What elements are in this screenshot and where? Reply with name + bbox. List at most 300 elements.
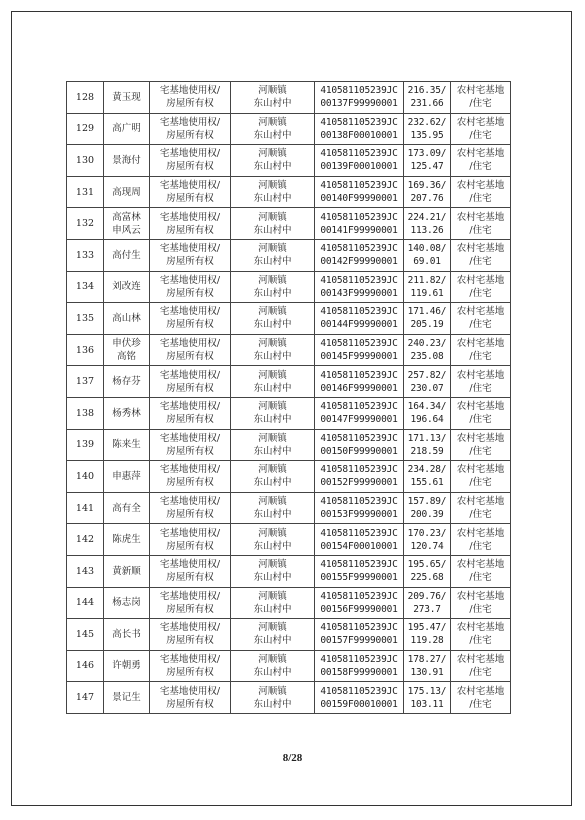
usage-cell-line: /住宅 [469, 351, 492, 363]
table-row [67, 397, 511, 429]
unit-code-cell-line: 00154F00010001 [320, 540, 398, 552]
location-cell-line: 河顺镇 [258, 243, 287, 255]
usage-cell-line: 农村宅基地 [456, 653, 505, 665]
owner-name-cell-line: 杨存芬 [112, 376, 141, 388]
usage-cell-line: /住宅 [469, 666, 492, 678]
usage-cell [451, 555, 511, 587]
area-cell [404, 239, 451, 271]
owner-name-cell-line: 高广明 [112, 123, 141, 135]
owner-name-cell-line: 申伏珍 [112, 338, 141, 350]
location-cell [231, 492, 315, 524]
usage-cell-line: /住宅 [469, 161, 492, 173]
owner-name-cell [104, 650, 150, 682]
unit-code-cell-line: 00138F00010001 [320, 129, 398, 141]
owner-name-cell [104, 429, 150, 461]
unit-code-cell [315, 82, 404, 114]
row-number-cell: 128 [67, 82, 104, 114]
right-type-cell [150, 650, 231, 682]
right-type-cell-line: 房屋所有权 [166, 477, 214, 489]
location-cell [231, 619, 315, 651]
location-cell [231, 303, 315, 335]
location-cell-line: 东山村中 [253, 129, 292, 141]
right-type-cell [150, 524, 231, 556]
right-type-cell-line: 宅基地使用权/ [159, 590, 221, 602]
owner-name-cell [104, 239, 150, 271]
owner-name-cell [104, 176, 150, 208]
location-cell [231, 555, 315, 587]
usage-cell-line: 农村宅基地 [456, 464, 505, 476]
right-type-cell-line: 宅基地使用权/ [159, 622, 221, 634]
area-cell [404, 682, 451, 714]
unit-code-cell-line: 00143F99990001 [320, 287, 398, 299]
unit-code-cell [315, 524, 404, 556]
location-cell-line: 东山村中 [253, 319, 292, 331]
usage-cell-line: /住宅 [469, 509, 492, 521]
unit-code-cell-line: 00156F99990001 [320, 603, 398, 615]
usage-cell-line: 农村宅基地 [456, 590, 505, 602]
location-cell-line: 河顺镇 [258, 274, 287, 286]
area-cell-line: 240.23/ [407, 338, 447, 350]
area-cell-line: 207.76 [410, 193, 444, 205]
unit-code-cell [315, 619, 404, 651]
right-type-cell-line: 房屋所有权 [166, 698, 214, 710]
area-cell-line: 205.19 [410, 319, 444, 331]
owner-name-cell-line: 陈来生 [112, 439, 141, 451]
location-cell-line: 东山村中 [253, 540, 292, 552]
usage-cell-line: 农村宅基地 [456, 527, 505, 539]
usage-cell [451, 334, 511, 366]
row-number-cell: 144 [67, 587, 104, 619]
owner-name-cell-line: 高富林 [112, 211, 141, 223]
table-row [67, 145, 511, 177]
row-number-cell: 145 [67, 619, 104, 651]
usage-cell-line: /住宅 [469, 287, 492, 299]
usage-cell [451, 461, 511, 493]
usage-cell-line: /住宅 [469, 319, 492, 331]
unit-code-cell-line: 410581105239JC [320, 653, 398, 665]
owner-name-cell [104, 682, 150, 714]
right-type-cell [150, 587, 231, 619]
area-cell-line: 135.95 [410, 129, 444, 141]
right-type-cell [150, 429, 231, 461]
right-type-cell-line: 宅基地使用权/ [159, 116, 221, 128]
owner-name-cell [104, 145, 150, 177]
owner-name-cell-line: 许朝勇 [112, 660, 141, 672]
unit-code-cell [315, 555, 404, 587]
location-cell [231, 397, 315, 429]
usage-cell-line: /住宅 [469, 129, 492, 141]
area-cell-line: 120.74 [410, 540, 444, 552]
table-row [67, 334, 511, 366]
unit-code-cell-line: 410581105239JC [320, 590, 398, 602]
unit-code-cell [315, 682, 404, 714]
location-cell [231, 145, 315, 177]
unit-code-cell-line: 00141F99990001 [320, 224, 398, 236]
area-cell-line: 232.62/ [407, 116, 447, 128]
usage-cell-line: 农村宅基地 [456, 211, 505, 223]
right-type-cell-line: 宅基地使用权/ [159, 85, 221, 97]
right-type-cell-line: 房屋所有权 [166, 287, 214, 299]
unit-code-cell-line: 410581105239JC [320, 401, 398, 413]
right-type-cell-line: 房屋所有权 [166, 572, 214, 584]
location-cell [231, 366, 315, 398]
owner-name-cell-line: 高山林 [112, 312, 141, 324]
location-cell [231, 587, 315, 619]
location-cell-line: 东山村中 [253, 256, 292, 268]
owner-name-cell [104, 208, 150, 240]
location-cell-line: 东山村中 [253, 509, 292, 521]
usage-cell-line: /住宅 [469, 224, 492, 236]
row-number-cell: 146 [67, 650, 104, 682]
unit-code-cell-line: 00139F00010001 [320, 161, 398, 173]
table-row [67, 555, 511, 587]
usage-cell-line: /住宅 [469, 572, 492, 584]
unit-code-cell-line: 00144F99990001 [320, 319, 398, 331]
location-cell-line: 河顺镇 [258, 211, 287, 223]
right-type-cell [150, 619, 231, 651]
right-type-cell [150, 239, 231, 271]
right-type-cell-line: 房屋所有权 [166, 256, 214, 268]
row-number-cell: 143 [67, 555, 104, 587]
right-type-cell [150, 176, 231, 208]
right-type-cell [150, 397, 231, 429]
right-type-cell [150, 461, 231, 493]
usage-cell-line: /住宅 [469, 98, 492, 110]
area-cell-line: 178.27/ [407, 653, 447, 665]
usage-cell-line: 农村宅基地 [456, 180, 505, 192]
row-number-cell: 147 [67, 682, 104, 714]
usage-cell [451, 145, 511, 177]
area-cell-line: 200.39 [410, 509, 444, 521]
table-row [67, 682, 511, 714]
area-cell-line: 230.07 [410, 382, 444, 394]
unit-code-cell [315, 334, 404, 366]
usage-cell [451, 271, 511, 303]
right-type-cell-line: 房屋所有权 [166, 382, 214, 394]
usage-cell [451, 397, 511, 429]
owner-name-cell [104, 113, 150, 145]
usage-cell [451, 587, 511, 619]
location-cell [231, 524, 315, 556]
unit-code-cell-line: 00158F99990001 [320, 666, 398, 678]
owner-name-cell-line: 杨志岗 [112, 597, 141, 609]
area-cell-line: 175.13/ [407, 685, 447, 697]
area-cell-line: 125.47 [410, 161, 444, 173]
location-cell [231, 239, 315, 271]
location-cell-line: 东山村中 [253, 382, 292, 394]
owner-name-cell-line: 高铭 [116, 351, 136, 363]
area-cell [404, 429, 451, 461]
area-cell [404, 366, 451, 398]
unit-code-cell-line: 410581105239JC [320, 85, 398, 97]
area-cell-line: 225.68 [410, 572, 444, 584]
usage-cell [451, 682, 511, 714]
location-cell [231, 650, 315, 682]
row-number-cell: 139 [67, 429, 104, 461]
usage-cell-line: /住宅 [469, 445, 492, 457]
location-cell-line: 东山村中 [253, 572, 292, 584]
records-table [66, 81, 511, 714]
area-cell-line: 257.82/ [407, 369, 447, 381]
unit-code-cell-line: 00140F99990001 [320, 193, 398, 205]
area-cell [404, 334, 451, 366]
usage-cell-line: 农村宅基地 [456, 496, 505, 508]
location-cell-line: 河顺镇 [258, 180, 287, 192]
location-cell-line: 河顺镇 [258, 685, 287, 697]
right-type-cell-line: 房屋所有权 [166, 509, 214, 521]
unit-code-cell-line: 00157F99990001 [320, 635, 398, 647]
right-type-cell-line: 房屋所有权 [166, 635, 214, 647]
location-cell-line: 东山村中 [253, 414, 292, 426]
owner-name-cell [104, 619, 150, 651]
row-number-cell: 142 [67, 524, 104, 556]
usage-cell [451, 303, 511, 335]
owner-name-cell-line: 黄玉现 [112, 91, 141, 103]
unit-code-cell-line: 410581105239JC [320, 243, 398, 255]
area-cell-line: 170.23/ [407, 527, 447, 539]
area-cell-line: 130.91 [410, 666, 444, 678]
owner-name-cell [104, 366, 150, 398]
area-cell-line: 173.09/ [407, 148, 447, 160]
unit-code-cell-line: 410581105239JC [320, 116, 398, 128]
unit-code-cell-line: 00150F99990001 [320, 445, 398, 457]
owner-name-cell [104, 492, 150, 524]
usage-cell-line: /住宅 [469, 382, 492, 394]
right-type-cell-line: 宅基地使用权/ [159, 211, 221, 223]
location-cell-line: 河顺镇 [258, 369, 287, 381]
row-number-cell: 134 [67, 271, 104, 303]
location-cell-line: 东山村中 [253, 445, 292, 457]
area-cell [404, 461, 451, 493]
location-cell-line: 河顺镇 [258, 464, 287, 476]
owner-name-cell-line: 高现周 [112, 186, 141, 198]
location-cell-line: 河顺镇 [258, 306, 287, 318]
right-type-cell [150, 555, 231, 587]
right-type-cell-line: 房屋所有权 [166, 414, 214, 426]
unit-code-cell-line: 410581105239JC [320, 496, 398, 508]
unit-code-cell-line: 410581105239JC [320, 432, 398, 444]
owner-name-cell-line: 申惠萍 [112, 470, 141, 482]
usage-cell [451, 239, 511, 271]
row-number-cell: 133 [67, 239, 104, 271]
location-cell-line: 东山村中 [253, 635, 292, 647]
owner-name-cell [104, 524, 150, 556]
area-cell-line: 171.46/ [407, 306, 447, 318]
usage-cell-line: /住宅 [469, 603, 492, 615]
owner-name-cell-line: 申风云 [112, 224, 141, 236]
owner-name-cell-line: 景记生 [112, 692, 141, 704]
row-number-cell: 131 [67, 176, 104, 208]
right-type-cell [150, 145, 231, 177]
location-cell-line: 河顺镇 [258, 622, 287, 634]
table-row [67, 208, 511, 240]
unit-code-cell-line: 00142F99990001 [320, 256, 398, 268]
area-cell-line: 231.66 [410, 98, 444, 110]
right-type-cell [150, 366, 231, 398]
table-row [67, 366, 511, 398]
area-cell-line: 234.28/ [407, 464, 447, 476]
usage-cell [451, 82, 511, 114]
right-type-cell-line: 宅基地使用权/ [159, 369, 221, 381]
right-type-cell-line: 房屋所有权 [166, 161, 214, 173]
location-cell-line: 河顺镇 [258, 85, 287, 97]
area-cell-line: 273.7 [413, 603, 441, 615]
table-row [67, 619, 511, 651]
usage-cell-line: 农村宅基地 [456, 559, 505, 571]
usage-cell-line: 农村宅基地 [456, 338, 505, 350]
right-type-cell [150, 208, 231, 240]
right-type-cell-line: 房屋所有权 [166, 351, 214, 363]
area-cell [404, 492, 451, 524]
unit-code-cell [315, 492, 404, 524]
right-type-cell-line: 房屋所有权 [166, 98, 214, 110]
right-type-cell [150, 82, 231, 114]
owner-name-cell [104, 82, 150, 114]
row-number-cell: 140 [67, 461, 104, 493]
right-type-cell-line: 房屋所有权 [166, 666, 214, 678]
right-type-cell-line: 宅基地使用权/ [159, 274, 221, 286]
location-cell-line: 东山村中 [253, 287, 292, 299]
usage-cell-line: 农村宅基地 [456, 85, 505, 97]
table-row [67, 82, 511, 114]
right-type-cell-line: 宅基地使用权/ [159, 243, 221, 255]
row-number-cell: 132 [67, 208, 104, 240]
owner-name-cell-line: 高有全 [112, 502, 141, 514]
right-type-cell-line: 宅基地使用权/ [159, 496, 221, 508]
area-cell [404, 650, 451, 682]
right-type-cell-line: 房屋所有权 [166, 224, 214, 236]
owner-name-cell [104, 334, 150, 366]
area-cell-line: 157.89/ [407, 496, 447, 508]
right-type-cell [150, 271, 231, 303]
right-type-cell-line: 房屋所有权 [166, 193, 214, 205]
usage-cell-line: 农村宅基地 [456, 369, 505, 381]
right-type-cell-line: 宅基地使用权/ [159, 401, 221, 413]
location-cell-line: 东山村中 [253, 193, 292, 205]
area-cell-line: 164.34/ [407, 401, 447, 413]
location-cell-line: 河顺镇 [258, 401, 287, 413]
unit-code-cell-line: 410581105239JC [320, 685, 398, 697]
right-type-cell [150, 682, 231, 714]
right-type-cell-line: 房屋所有权 [166, 540, 214, 552]
usage-cell-line: 农村宅基地 [456, 274, 505, 286]
usage-cell-line: /住宅 [469, 414, 492, 426]
location-cell [231, 82, 315, 114]
table-row [67, 113, 511, 145]
table-row [67, 303, 511, 335]
owner-name-cell [104, 303, 150, 335]
unit-code-cell [315, 271, 404, 303]
usage-cell [451, 366, 511, 398]
location-cell [231, 113, 315, 145]
usage-cell [451, 113, 511, 145]
location-cell-line: 东山村中 [253, 477, 292, 489]
unit-code-cell-line: 410581105239JC [320, 211, 398, 223]
owner-name-cell-line: 高长书 [112, 628, 141, 640]
unit-code-cell [315, 303, 404, 335]
location-cell-line: 东山村中 [253, 224, 292, 236]
usage-cell-line: /住宅 [469, 540, 492, 552]
area-cell-line: 195.65/ [407, 559, 447, 571]
table-row [67, 461, 511, 493]
right-type-cell-line: 宅基地使用权/ [159, 559, 221, 571]
location-cell-line: 河顺镇 [258, 432, 287, 444]
right-type-cell [150, 492, 231, 524]
location-cell [231, 429, 315, 461]
usage-cell-line: 农村宅基地 [456, 306, 505, 318]
area-cell [404, 587, 451, 619]
area-cell-line: 235.08 [410, 351, 444, 363]
unit-code-cell-line: 00146F99990001 [320, 382, 398, 394]
usage-cell-line: /住宅 [469, 256, 492, 268]
right-type-cell-line: 宅基地使用权/ [159, 653, 221, 665]
right-type-cell-line: 房屋所有权 [166, 319, 214, 331]
usage-cell [451, 524, 511, 556]
unit-code-cell-line: 00137F99990001 [320, 98, 398, 110]
table-row [67, 492, 511, 524]
unit-code-cell-line: 410581105239JC [320, 338, 398, 350]
records-table-body [67, 82, 511, 714]
area-cell [404, 397, 451, 429]
location-cell-line: 河顺镇 [258, 496, 287, 508]
location-cell-line: 东山村中 [253, 98, 292, 110]
usage-cell-line: 农村宅基地 [456, 432, 505, 444]
area-cell [404, 555, 451, 587]
unit-code-cell [315, 650, 404, 682]
right-type-cell-line: 宅基地使用权/ [159, 527, 221, 539]
unit-code-cell-line: 410581105239JC [320, 527, 398, 539]
table-row [67, 524, 511, 556]
area-cell [404, 524, 451, 556]
right-type-cell [150, 334, 231, 366]
area-cell [404, 113, 451, 145]
owner-name-cell [104, 397, 150, 429]
unit-code-cell-line: 00152F99990001 [320, 477, 398, 489]
area-cell-line: 119.61 [410, 287, 444, 299]
unit-code-cell [315, 587, 404, 619]
location-cell-line: 东山村中 [253, 161, 292, 173]
area-cell-line: 224.21/ [407, 211, 447, 223]
location-cell-line: 河顺镇 [258, 148, 287, 160]
location-cell-line: 河顺镇 [258, 116, 287, 128]
right-type-cell [150, 113, 231, 145]
unit-code-cell-line: 410581105239JC [320, 369, 398, 381]
area-cell-line: 69.01 [413, 256, 441, 268]
unit-code-cell-line: 410581105239JC [320, 148, 398, 160]
location-cell-line: 河顺镇 [258, 653, 287, 665]
location-cell [231, 208, 315, 240]
unit-code-cell [315, 208, 404, 240]
area-cell-line: 103.11 [410, 698, 444, 710]
unit-code-cell-line: 410581105239JC [320, 274, 398, 286]
right-type-cell-line: 宅基地使用权/ [159, 464, 221, 476]
table-row [67, 650, 511, 682]
owner-name-cell-line: 黄新顺 [112, 565, 141, 577]
owner-name-cell-line: 陈虎生 [112, 534, 141, 546]
table-row [67, 239, 511, 271]
unit-code-cell-line: 00147F99990001 [320, 414, 398, 426]
unit-code-cell-line: 00145F99990001 [320, 351, 398, 363]
area-cell [404, 145, 451, 177]
usage-cell-line: 农村宅基地 [456, 401, 505, 413]
area-cell-line: 196.64 [410, 414, 444, 426]
unit-code-cell-line: 410581105239JC [320, 180, 398, 192]
area-cell-line: 216.35/ [407, 85, 447, 97]
table-row [67, 176, 511, 208]
area-cell-line: 169.36/ [407, 180, 447, 192]
unit-code-cell-line: 410581105239JC [320, 559, 398, 571]
area-cell [404, 82, 451, 114]
